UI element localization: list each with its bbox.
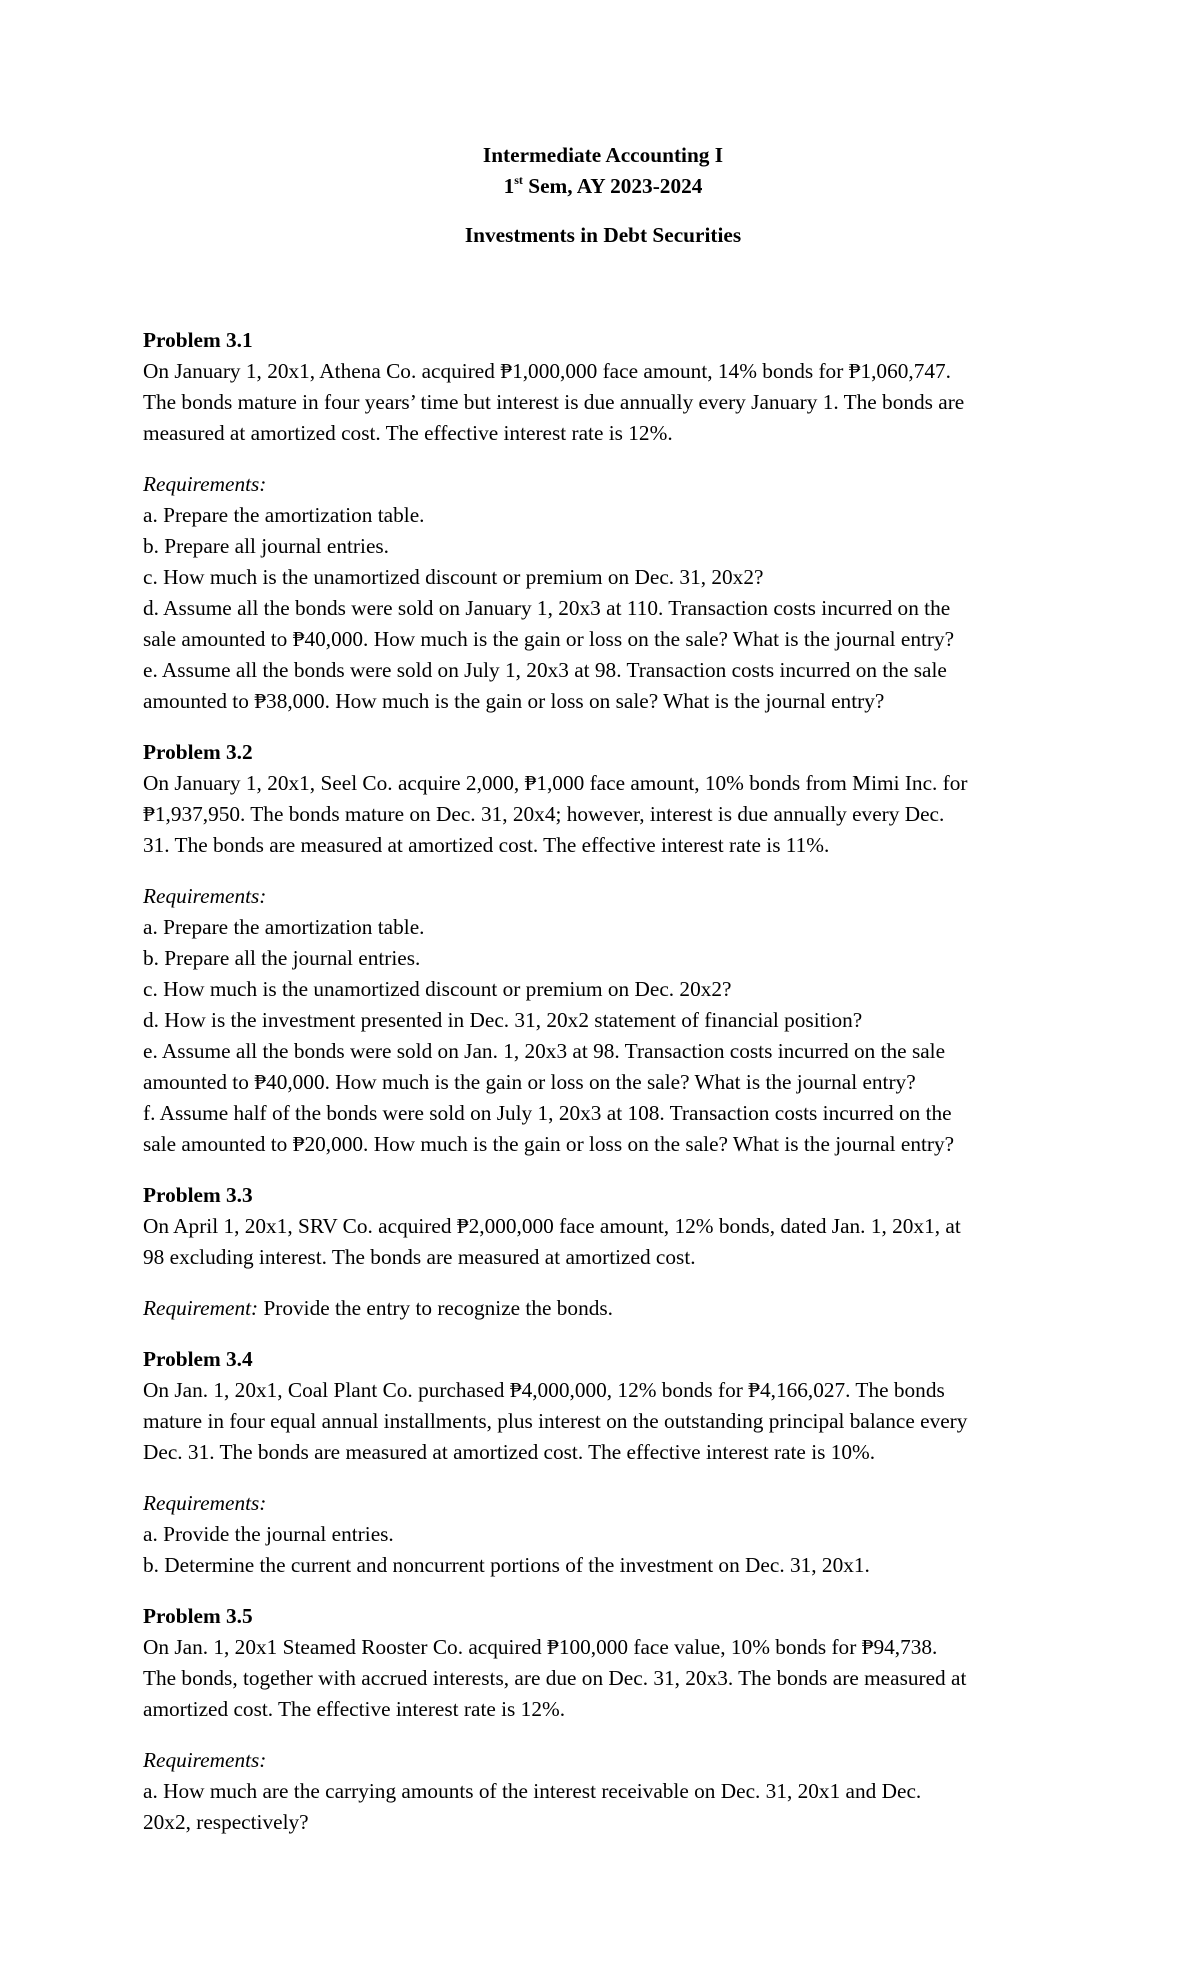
requirement-line: c. How much is the unamortized discount or premium on Dec. 31, 20x2? [143,565,764,589]
problem-3-4 [143,1344,1063,1581]
requirement-line: c. How much is the unamortized discount or premium on Dec. 20x2? [143,977,732,1001]
requirements-label: Requirements: [143,884,267,908]
problem-3-3 [143,1180,1063,1324]
requirement-line: e. Assume all the bonds were sold on Jan. 1, 20x3 at 98. Transaction costs incurred on the sale [143,1039,946,1063]
requirements-label: Requirements: [143,1491,267,1515]
problem-3-1 [143,325,1063,717]
semester-line [143,171,1063,202]
requirement-line: 20x2, respectively? [143,1810,309,1834]
requirement-line: b. Prepare all the journal entries. [143,946,421,970]
requirement-text: Provide the entry to recognize the bonds. [258,1296,613,1320]
topic-title: Investments in Debt Securities [464,223,742,247]
statement-line: measured at amortized cost. The effective interest rate is 12%. [143,421,673,445]
requirement-line: d. How is the investment presented in Dec. 31, 20x2 statement of financial position? [143,1008,863,1032]
problem-3-2 [143,737,1063,1160]
document-header [143,140,1063,251]
requirement-label: Requirement: [143,1296,259,1320]
problem-statement [143,1632,1063,1725]
statement-line: On January 1, 20x1, Seel Co. acquire 2,000, ₱1,000 face amount, 10% bonds from Mimi Inc. for [143,771,968,795]
problem-3-5 [143,1601,1063,1838]
requirement-inline [143,1293,1063,1324]
requirement-line: a. Provide the journal entries. [143,1522,394,1546]
requirement-line: amounted to ₱40,000. How much is the gain or loss on the sale? What is the journal entry? [143,1070,916,1094]
statement-line: mature in four equal annual installments, plus interest on the outstanding principal balance every [143,1409,968,1433]
statement-line: On Jan. 1, 20x1, Coal Plant Co. purchased ₱4,000,000, 12% bonds for ₱4,166,027. The bonds [143,1378,945,1402]
requirement-line: f. Assume half of the bonds were sold on July 1, 20x3 at 108. Transaction costs incurred on the [143,1101,952,1125]
semester-rest: Sem, AY 2023-2024 [522,174,703,198]
statement-line: ₱1,937,950. The bonds mature on Dec. 31, 20x4; however, interest is due annually every Dec. [143,802,945,826]
semester-ordinal: 1 [503,174,515,198]
statement-line: Dec. 31. The bonds are measured at amortized cost. The effective interest rate is 10%. [143,1440,876,1464]
requirement-line: sale amounted to ₱20,000. How much is the gain or loss on the sale? What is the journal entry? [143,1132,955,1156]
problem-title: Problem 3.2 [143,740,253,764]
requirement-line: b. Determine the current and noncurrent portions of the investment on Dec. 31, 20x1. [143,1553,870,1577]
statement-line: On Jan. 1, 20x1 Steamed Rooster Co. acquired ₱100,000 face value, 10% bonds for ₱94,738. [143,1635,938,1659]
requirement-line: a. Prepare the amortization table. [143,915,425,939]
statement-line: On April 1, 20x1, SRV Co. acquired ₱2,000,000 face amount, 12% bonds, dated Jan. 1, 20x1, at [143,1214,961,1238]
requirement-line: amounted to ₱38,000. How much is the gain or loss on sale? What is the journal entry? [143,689,885,713]
statement-line: 31. The bonds are measured at amortized cost. The effective interest rate is 11%. [143,833,830,857]
statement-line: On January 1, 20x1, Athena Co. acquired ₱1,000,000 face amount, 14% bonds for ₱1,060,747. [143,359,951,383]
problem-title: Problem 3.3 [143,1183,253,1207]
problem-statement [143,1211,1063,1273]
statement-line: 98 excluding interest. The bonds are measured at amortized cost. [143,1245,696,1269]
requirements-label: Requirements: [143,472,267,496]
problem-title: Problem 3.1 [143,328,253,352]
requirement-line: e. Assume all the bonds were sold on July 1, 20x3 at 98. Transaction costs incurred on the sale [143,658,947,682]
problem-statement [143,768,1063,861]
statement-line: The bonds mature in four years’ time but interest is due annually every January 1. The bonds are [143,390,965,414]
document-page [143,140,1063,1838]
problem-title: Problem 3.4 [143,1347,253,1371]
requirements-label: Requirements: [143,1748,267,1772]
requirement-line: sale amounted to ₱40,000. How much is the gain or loss on the sale? What is the journal entry? [143,627,955,651]
course-title: Intermediate Accounting I [482,143,724,167]
problem-statement [143,356,1063,449]
statement-line: amortized cost. The effective interest rate is 12%. [143,1697,566,1721]
requirement-line: a. Prepare the amortization table. [143,503,425,527]
requirement-line: b. Prepare all journal entries. [143,534,390,558]
problem-title: Problem 3.5 [143,1604,253,1628]
semester-ordinal-suffix: st [514,173,523,187]
problem-statement [143,1375,1063,1468]
requirement-line: d. Assume all the bonds were sold on January 1, 20x3 at 110. Transaction costs incurred on the [143,596,951,620]
requirement-line: a. How much are the carrying amounts of the interest receivable on Dec. 31, 20x1 and Dec. [143,1779,922,1803]
statement-line: The bonds, together with accrued interests, are due on Dec. 31, 20x3. The bonds are measured at [143,1666,967,1690]
